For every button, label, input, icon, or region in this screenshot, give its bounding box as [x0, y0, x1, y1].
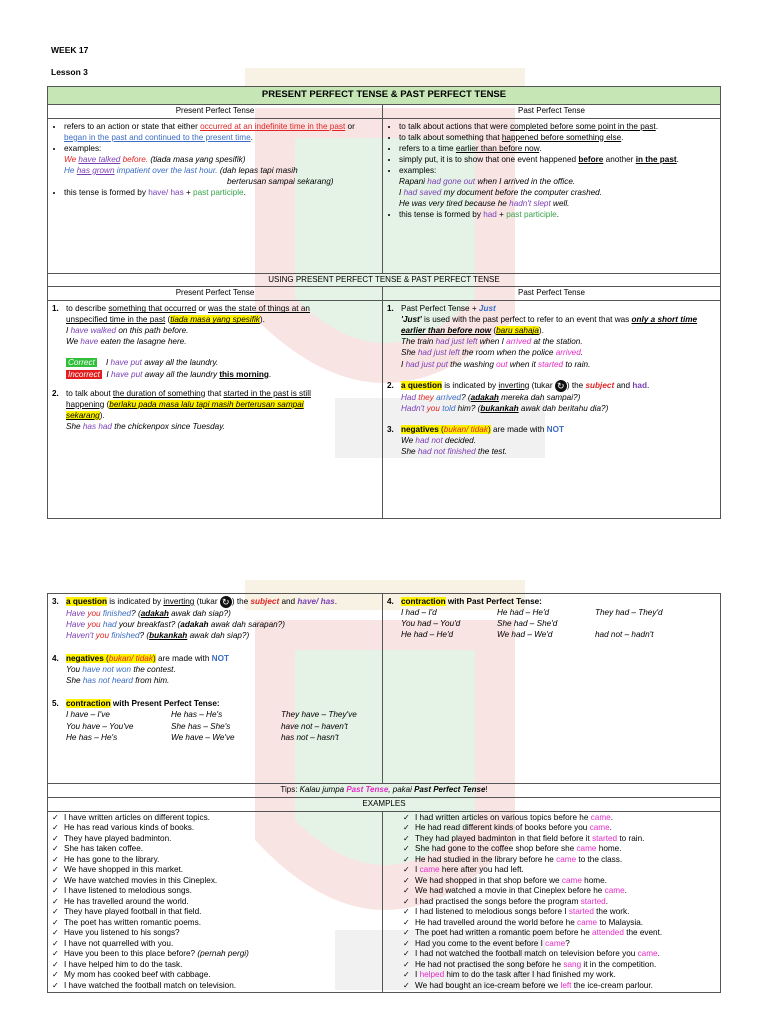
- pastp-question-ex-1: Had they arrived? (adakah mereka dah sampai?): [401, 392, 581, 402]
- check-icon: ✓: [403, 886, 410, 896]
- present-perfect-example-item: ✓ We have watched movies in this Cineplex.: [52, 875, 218, 885]
- pp-question-ex-3: Haven't you finished? (bukankah awak dah siap?): [66, 631, 250, 641]
- check-icon: ✓: [52, 949, 59, 959]
- check-icon: ✓: [52, 938, 59, 948]
- check-icon: ✓: [403, 875, 410, 885]
- pp-question-ex-2: Have you had your breakfast? (adakah awak dah sarapan?): [66, 620, 285, 630]
- pastp-neg-ex-1: We had not decided.: [401, 435, 476, 445]
- pastp-example-3: He was very tired because he hadn't slept well.: [399, 199, 570, 209]
- check-icon: ✓: [52, 928, 59, 938]
- present-perfect-usage-cont: [48, 594, 383, 784]
- swap-icon: ↻: [220, 596, 232, 608]
- check-icon: ✓: [52, 833, 59, 843]
- check-icon: ✓: [403, 865, 410, 875]
- present-perfect-examples: [48, 811, 383, 993]
- pp-example-2-note: berterusan sampai sekarang): [227, 176, 334, 186]
- present-perfect-example-item: ✓ The poet has written romantic poems.: [52, 917, 201, 927]
- past-perfect-example-item: ✓ He had travelled around the world before he came to Malaysia.: [403, 917, 644, 927]
- check-icon: ✓: [403, 980, 410, 990]
- tips-bar: Tips: Kalau jumpa Past Tense, pakai Past Perfect Tense!: [48, 784, 721, 798]
- check-icon: ✓: [52, 865, 59, 875]
- pastp-usage-3: 3. negatives (bukan/ tidak) are made with NOT: [387, 424, 564, 434]
- pastp-contraction-row: I had – I'd He had – He'd They had – They'd: [401, 608, 663, 618]
- pastp-bullet-1: • to talk about actions that were completed before some point in the past.: [399, 121, 716, 132]
- incorrect-example: Incorrect I have put away all the laundry this morning.: [68, 369, 272, 379]
- pp-example-2: He has grown impatient over the last hour. (dah lepas tapi masih: [64, 165, 298, 175]
- present-perfect-example-item: ✓ I have helped him to do the task.: [52, 959, 183, 969]
- pp-bullet-1: • refers to an action or state that either occurred at an indefinite time in the past or began in the past and continued to the present time.: [64, 121, 378, 143]
- check-icon: ✓: [52, 896, 59, 906]
- present-perfect-example-item: ✓ She has taken coffee.: [52, 844, 144, 854]
- check-icon: ✓: [403, 928, 410, 938]
- check-icon: ✓: [52, 959, 59, 969]
- past-perfect-example-item: ✓ Had you come to the event before I came?: [403, 938, 570, 948]
- present-perfect-example-item: ✓ I have listened to melodious songs.: [52, 886, 192, 896]
- correct-example: Correct I have put away all the laundry.: [68, 358, 219, 368]
- present-perfect-example-item: ✓ He has gone to the library.: [52, 854, 160, 864]
- past-perfect-example-item: ✓ They had played badminton in that field before it started to rain.: [403, 833, 645, 843]
- present-perfect-example-item: ✓ They have played football in that field.: [52, 907, 202, 917]
- past-perfect-example-item: ✓ I came here after you had left.: [403, 865, 524, 875]
- col-present-perfect: Present Perfect Tense: [48, 104, 383, 118]
- pastp-bullet-5: • examples:: [399, 165, 716, 176]
- check-icon: ✓: [52, 823, 59, 833]
- correct-badge: Correct: [68, 358, 95, 368]
- pastp-bullet-3: • refers to a time earlier than before now.: [399, 143, 716, 154]
- check-icon: ✓: [52, 854, 59, 864]
- past-perfect-example-item: ✓ I helped him to do the task after I had finished my work.: [403, 970, 616, 980]
- past-perfect-example-item: ✓ We had shopped in that shop before we came home.: [403, 875, 607, 885]
- check-icon: ✓: [52, 844, 59, 854]
- present-perfect-example-item: ✓ I have watched the football match on television.: [52, 980, 237, 990]
- usage-title: USING PRESENT PERFECT TENSE & PAST PERFECT TENSE: [48, 273, 721, 287]
- check-icon: ✓: [52, 812, 59, 822]
- check-icon: ✓: [52, 917, 59, 927]
- pp-usage-3: 3. a question is indicated by inverting (tukar ↻ ) the subject and have/ has.: [52, 597, 337, 607]
- check-icon: ✓: [52, 907, 59, 917]
- check-icon: ✓: [403, 970, 410, 980]
- tense-overview-table: [47, 86, 721, 519]
- past-perfect-example-item: ✓ The poet had written a romantic poem before he attended the event.: [403, 928, 663, 938]
- pp-question-ex-1: Have you finished? (adakah awak dah siap?): [66, 609, 231, 618]
- past-perfect-usage: 1. Past Perfect Tense + Just 'Just' is used with the past perfect to refer to an event that was only a short time earlier than before now (baru sahaja). The train had just left when I arrived at the station. She had just left the room when the police arrived. I had just put the washing out when it started to rain. 2. a question is indicated by inverting (tukar ↻ ) the subject and had. Had they arrived? (adakah mereka dah sampai?) Hadn't you told him? (bukankah awak dah beritahu dia?) 3. negatives (bukan/ tidak) are made with NOT We had not decided. She had not finished the test.: [383, 301, 721, 519]
- past-perfect-example-item: ✓ She had gone to the coffee shop before she came home.: [403, 844, 622, 854]
- pastp-contraction-row: He had – He'd We had – We'd had not – hadn't: [401, 630, 654, 640]
- check-icon: ✓: [403, 823, 410, 833]
- check-icon: ✓: [52, 980, 59, 990]
- check-icon: ✓: [403, 854, 410, 864]
- past-perfect-definition: [383, 118, 721, 273]
- past-perfect-example-item: ✓ I had listened to melodious songs before I started the work.: [403, 907, 630, 917]
- present-perfect-example-item: ✓ We have shopped in this market.: [52, 865, 184, 875]
- present-perfect-example-item: ✓ Have you listened to his songs?: [52, 928, 180, 938]
- pp-usage-2: 2. to talk about the duration of something that started in the past is still: [52, 388, 311, 398]
- pastp-usage-ex-2: She had just left the room when the police arrived.: [401, 348, 584, 358]
- pp-example-1: We have talked before. (tiada masa yang spesifik): [64, 154, 246, 164]
- pastp-usage-1: 1. Past Perfect Tense + Just: [387, 304, 496, 314]
- past-perfect-example-item: ✓ We had bought an ice-cream before we left the ice-cream parlour.: [403, 980, 653, 990]
- week-label: WEEK 17: [51, 45, 89, 55]
- check-icon: ✓: [403, 812, 410, 822]
- check-icon: ✓: [52, 886, 59, 896]
- pp-usage-5: 5. contraction with Present Perfect Tense:: [52, 699, 220, 709]
- past-perfect-example-item: ✓ He had studied in the library before he came to the class.: [403, 854, 623, 864]
- past-perfect-example-item: ✓ I had not watched the football match on television before you came.: [403, 949, 660, 959]
- overview-title: PRESENT PERFECT TENSE & PAST PERFECT TENSE: [48, 87, 721, 105]
- usage-continued-table: [47, 593, 721, 993]
- pastp-example-1: Rapani had gone out when I arrived in the office.: [399, 176, 576, 186]
- present-perfect-example-item: ✓ They have played badminton.: [52, 833, 172, 843]
- present-perfect-example-item: ✓ My mom has cooked beef with cabbage.: [52, 970, 211, 980]
- check-icon: ✓: [403, 917, 410, 927]
- pastp-example-2: I had saved my document before the computer crashed.: [399, 187, 603, 197]
- check-icon: ✓: [403, 959, 410, 969]
- past-perfect-example-item: ✓ He had not practised the song before he sang it in the competition.: [403, 959, 657, 969]
- pastp-bullet-2: • to talk about something that happened before something else.: [399, 132, 716, 143]
- past-perfect-example-item: ✓ He had read different kinds of books before you came.: [403, 823, 612, 833]
- past-perfect-example-item: ✓ I had written articles on various topics before he came.: [403, 812, 613, 822]
- present-perfect-definition: [48, 118, 383, 273]
- past-perfect-usage-cont: [383, 594, 721, 784]
- pp-usage-ex-1: I have walked on this path before.: [66, 326, 189, 336]
- col-past-perfect: Past Perfect Tense: [383, 104, 721, 118]
- pastp-usage-2: 2. a question is indicated by inverting (tukar ↻ ) the subject and had.: [387, 380, 650, 391]
- examples-title: EXAMPLES: [48, 797, 721, 811]
- check-icon: ✓: [403, 907, 410, 917]
- pp-neg-ex-2: She has not heard from him.: [66, 676, 170, 686]
- pp-contraction-row: He has – He's We have – We've has not – hasn't: [66, 732, 339, 742]
- pp-neg-ex-1: You have not won the contest.: [66, 665, 176, 675]
- incorrect-badge: Incorrect: [68, 369, 100, 379]
- pastp-contraction-row: You had – You'd She had – She'd: [401, 619, 558, 629]
- pp-contraction-row: You have – You've She has – She's have not – haven't: [66, 721, 348, 731]
- pastp-contraction-grid: [387, 607, 716, 640]
- pastp-bullet-4: • simply put, it is to show that one event happened before another in the past.: [399, 154, 716, 165]
- usage-col-past: Past Perfect Tense: [383, 287, 721, 301]
- check-icon: ✓: [403, 949, 410, 959]
- usage-col-present: Present Perfect Tense: [48, 287, 383, 301]
- pp-usage-4: 4. negatives (bukan/ tidak) are made with NOT: [52, 654, 229, 664]
- present-perfect-example-item: ✓ I have written articles on different topics.: [52, 812, 210, 822]
- past-perfect-example-item: ✓ We had watched a movie in that Cineplex before he came.: [403, 886, 627, 896]
- pp-usage-1: 1. to describe something that occurred or was the state of things at an: [52, 304, 310, 314]
- present-perfect-usage: 1. to describe something that occurred or was the state of things at an unspecified time in the past (tiada masa yang spesifik). I have walked on this path before. We have eaten the lasagne here. Correct I have put away all the laundry. Incorrect I have put away all the laundry this morning. 2. to talk about the duration of something that started in the past is still happening (berlaku pada masa lalu tapi masih berterusan sampai sekarang). She has had the chickenpox since Tuesday.: [48, 301, 383, 519]
- check-icon: ✓: [403, 938, 410, 948]
- pastp-bullet-6: • this tense is formed by had + past participle.: [399, 209, 716, 220]
- check-icon: ✓: [403, 844, 410, 854]
- check-icon: ✓: [403, 896, 410, 906]
- present-perfect-example-item: ✓ He has travelled around the world.: [52, 896, 189, 906]
- past-perfect-example-item: ✓ I had practised the songs before the program started.: [403, 896, 608, 906]
- pp-contraction-grid: [52, 709, 378, 742]
- pastp-usage-ex-1: The train had just left when I arrived at the station.: [401, 337, 583, 347]
- pp-bullet-2: • examples:: [64, 143, 378, 154]
- check-icon: ✓: [52, 970, 59, 980]
- lesson-label: Lesson 3: [51, 67, 88, 77]
- check-icon: ✓: [52, 875, 59, 885]
- pp-usage-2-ex: She has had the chickenpox since Tuesday.: [66, 421, 226, 431]
- present-perfect-example-item: ✓ He has read various kinds of books.: [52, 823, 195, 833]
- past-perfect-examples: [383, 811, 721, 993]
- pastp-usage-4: 4. contraction with Past Perfect Tense:: [387, 597, 542, 606]
- pastp-question-ex-2: Hadn't you told him? (bukankah awak dah beritahu dia?): [401, 403, 609, 413]
- check-icon: ✓: [403, 833, 410, 843]
- swap-icon: ↻: [555, 380, 567, 392]
- pp-usage-ex-2: We have eaten the lasagne here.: [66, 337, 187, 347]
- pastp-usage-ex-3: I had just put the washing out when it started to rain.: [401, 359, 591, 369]
- present-perfect-example-item: ✓ Have you been to this place before? (pernah pergi): [52, 949, 249, 959]
- pp-bullet-3: • this tense is formed by have/ has + past participle.: [64, 187, 378, 198]
- present-perfect-example-item: ✓ I have not quarrelled with you.: [52, 938, 174, 948]
- pastp-neg-ex-2: She had not finished the test.: [401, 446, 508, 456]
- pp-contraction-row: I have – I've He has – He's They have – They've: [66, 710, 357, 720]
